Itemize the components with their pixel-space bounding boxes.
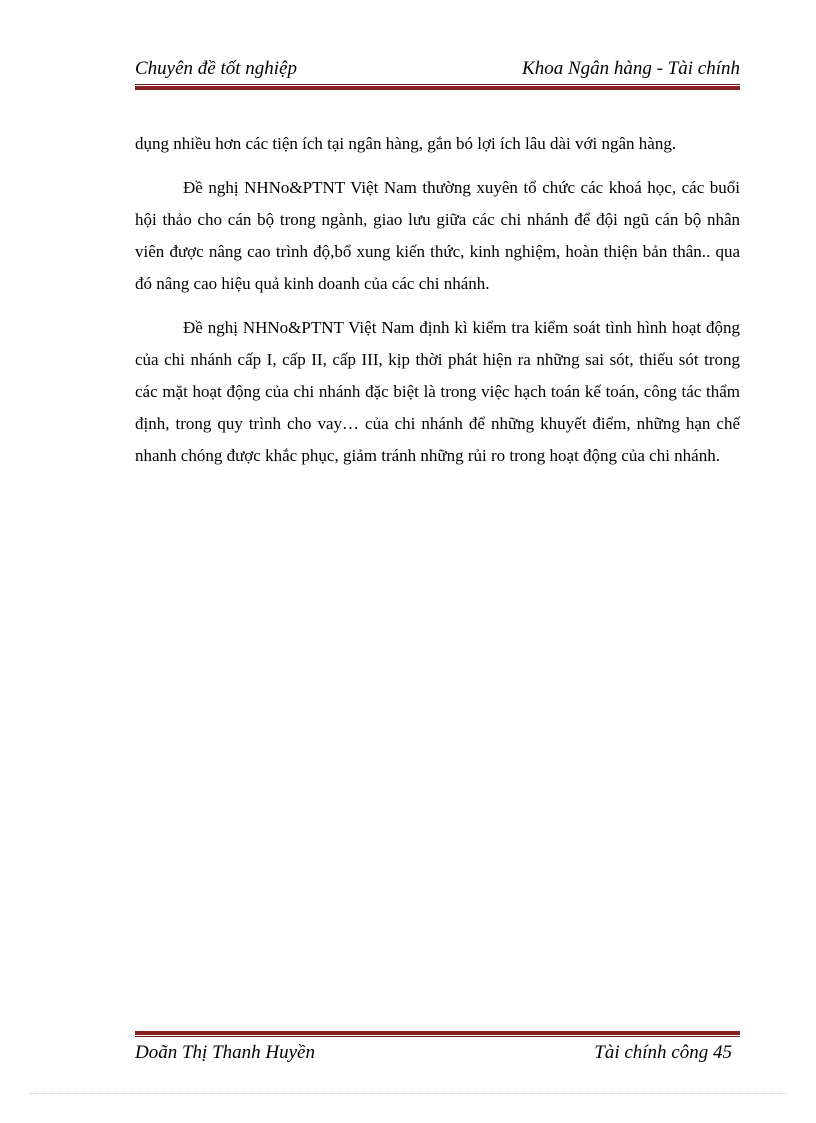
footer-class-page: Tài chính công 45 <box>594 1042 732 1063</box>
header-rule-thin <box>135 84 740 85</box>
header-title-left: Chuyên đề tốt nghiệp <box>135 58 297 79</box>
paragraph-continuation: dụng nhiều hơn các tiện ích tại ngân hàng, gắn bó lợi ích lâu dài với ngân hàng. <box>135 134 677 153</box>
paragraph-training-proposal: Đề nghị NHNo&PTNT Việt Nam thường xuyên tổ chức các khoá học, các buổi hội thảo cho cán bộ trong ngành, giao lưu giữa các chi nhánh để đội ngũ cán bộ nhân viên được nâng cao trình độ,bổ xung kiến thức, kinh nghiệm, hoàn thiện bản thân.. qua đó nâng cao hiệu quả kinh doanh của các chi nhánh. <box>135 178 740 293</box>
header-title-right: Khoa Ngân hàng - Tài chính <box>522 58 740 79</box>
paragraph-inspection-proposal: Đề nghị NHNo&PTNT Việt Nam định kì kiểm tra kiểm soát tình hình hoạt động của chi nhánh cấp I, cấp II, cấp III, kịp thời phát hiện ra những sai sót, thiếu sót trong các mặt hoạt động của chi nhánh đặc biệt là trong việc hạch toán kế toán, công tác thẩm định, trong quy trình cho vay… của chi nhánh để những khuyết điểm, những hạn chế nhanh chóng được khắc phục, giảm tránh những rủi ro trong hoạt động của chi nhánh. <box>135 318 740 465</box>
page-footer <box>135 1041 740 1069</box>
body-text <box>135 128 740 484</box>
footer-rule-thick <box>135 1031 740 1035</box>
page-edge-divider <box>30 1093 786 1094</box>
header-rule-thick <box>135 86 740 90</box>
footer-rule-thin <box>135 1036 740 1037</box>
page-header <box>135 57 740 85</box>
footer-author: Doãn Thị Thanh Huyền <box>135 1042 315 1063</box>
